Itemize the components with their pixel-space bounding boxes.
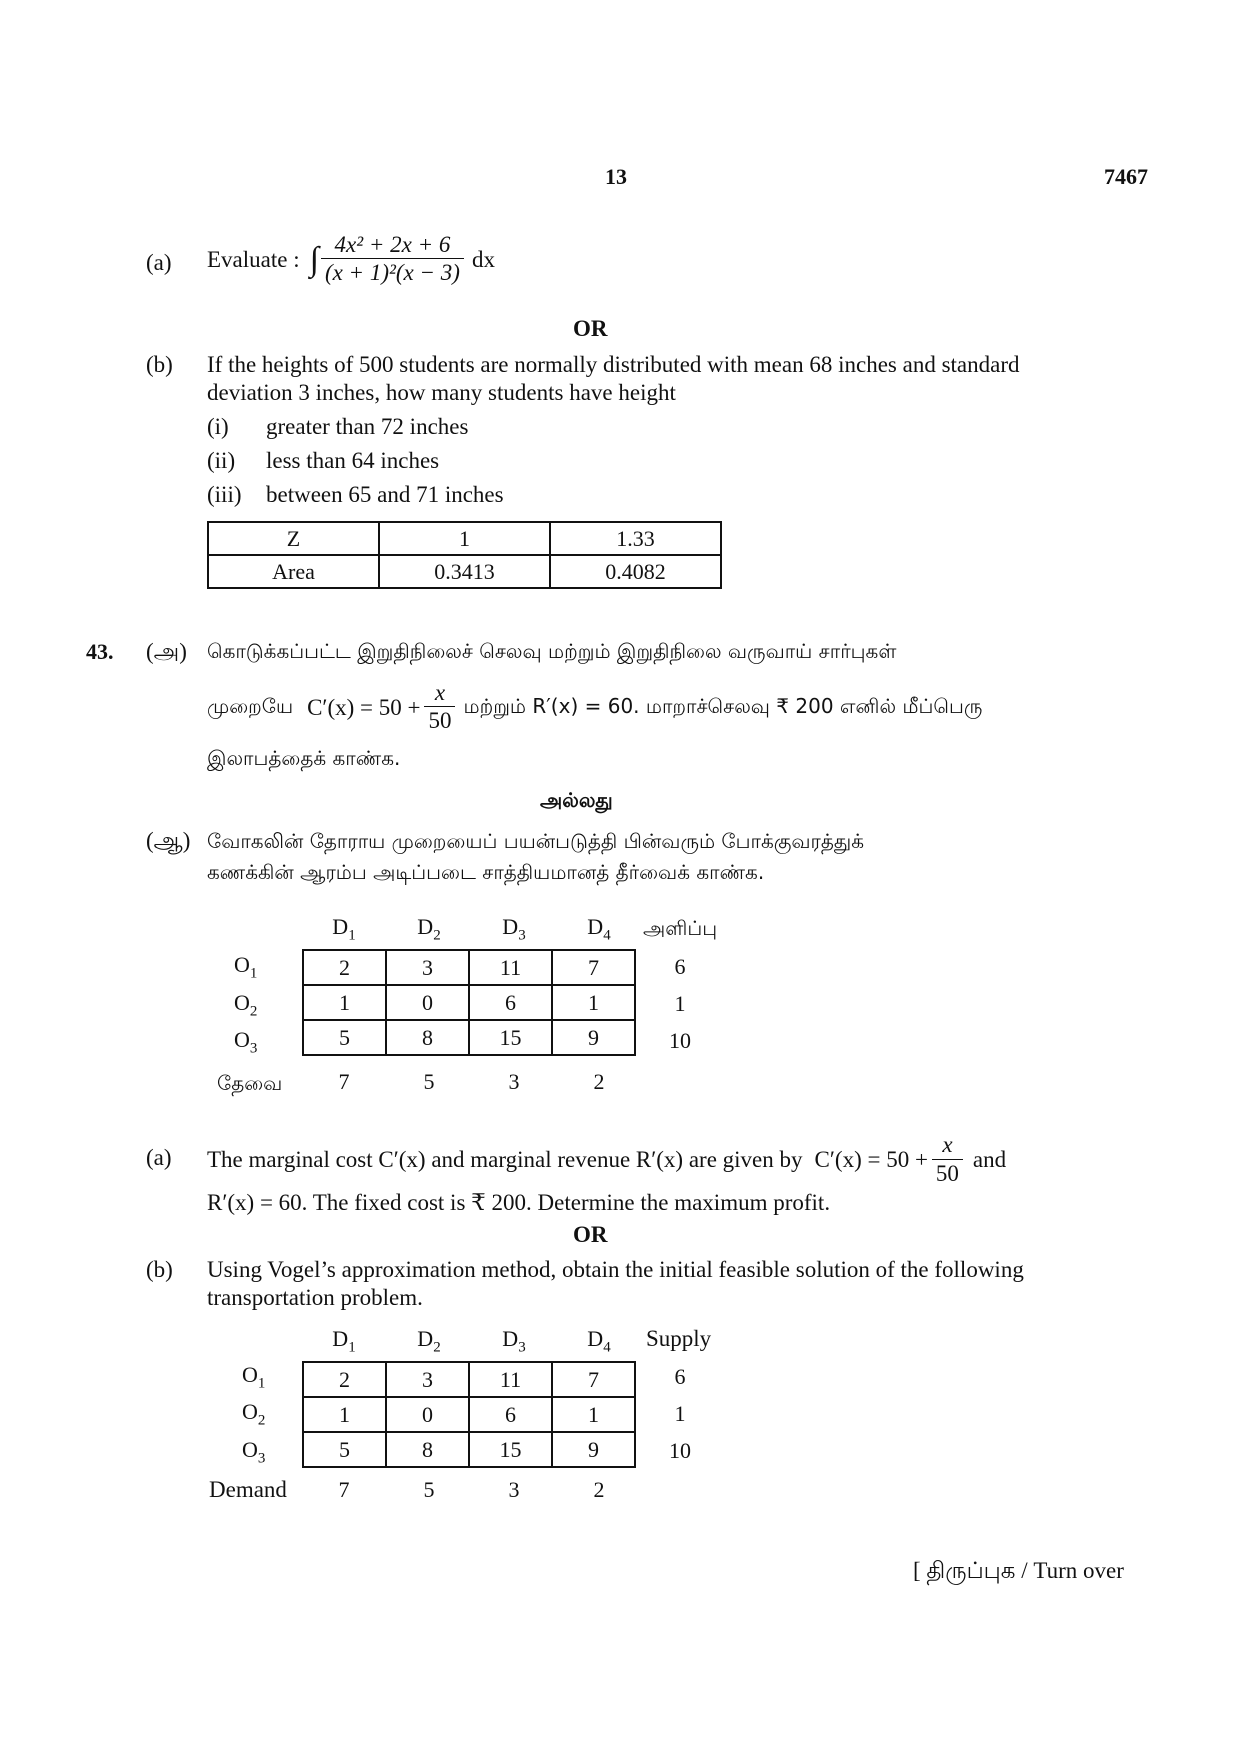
cprime-formula: C′(x) = 50 + bbox=[814, 1147, 928, 1172]
cost-cell: 7 bbox=[552, 950, 635, 985]
ta-a-label: (அ) bbox=[146, 639, 187, 664]
dest-header: $D_1$ bbox=[332, 1326, 356, 1356]
cprime-formula: C′(x) = 50 + bbox=[307, 694, 421, 720]
cost-cell: 2 bbox=[303, 1362, 386, 1397]
cost-cell: 7 bbox=[552, 1362, 635, 1397]
demand-label: தேவை bbox=[217, 1071, 283, 1095]
demand-label: Demand bbox=[209, 1477, 287, 1502]
q42a-denominator: (x + 1)²(x − 3) bbox=[324, 260, 460, 286]
ta-b-line2: கணக்கின் ஆரம்ப அடிப்படை சாத்தியமானத் தீர்வைக் காண்க. bbox=[207, 860, 765, 884]
table-row bbox=[303, 1362, 635, 1397]
cost-cell: 1 bbox=[552, 1397, 635, 1432]
table-row bbox=[303, 1020, 635, 1055]
q42b-item-text: between 65 and 71 inches bbox=[266, 482, 504, 507]
x-over-50-fraction bbox=[424, 680, 455, 735]
page-number: 13 bbox=[605, 164, 627, 189]
cost-cell: 8 bbox=[386, 1432, 469, 1467]
demand-value: 3 bbox=[508, 1477, 520, 1502]
or-divider-1: OR bbox=[573, 316, 608, 341]
cost-cell: 15 bbox=[469, 1020, 552, 1055]
table-row bbox=[303, 950, 635, 985]
fraction-denominator: 50 bbox=[428, 708, 452, 734]
cost-cell: 3 bbox=[386, 1362, 469, 1397]
en-b-line1: Using Vogel’s approximation method, obtain the initial feasible solution of the following bbox=[207, 1257, 1024, 1282]
cost-cell: 8 bbox=[386, 1020, 469, 1055]
q42b-line1: If the heights of 500 students are normally distributed with mean 68 inches and standard bbox=[207, 352, 1020, 377]
q42b-line2: deviation 3 inches, how many students have height bbox=[207, 380, 676, 405]
en-a-line1 bbox=[207, 1130, 1006, 1190]
q42a-prefix: Evaluate : bbox=[207, 246, 300, 272]
q42b-label: (b) bbox=[146, 352, 173, 377]
supply-value: 6 bbox=[674, 954, 686, 979]
normal-area-table bbox=[207, 521, 722, 589]
demand-value: 5 bbox=[423, 1477, 435, 1502]
origin-label: $O_1$ bbox=[234, 952, 258, 982]
supply-value: 10 bbox=[669, 1438, 691, 1463]
demand-value: 5 bbox=[423, 1069, 435, 1094]
table-cell: 1 bbox=[379, 522, 550, 555]
cost-cell: 5 bbox=[303, 1432, 386, 1467]
table-row bbox=[208, 522, 721, 555]
dest-header: $D_1$ bbox=[332, 914, 356, 944]
question-number: 43. bbox=[86, 639, 114, 664]
cost-grid bbox=[302, 949, 636, 1056]
en-b-label: (b) bbox=[146, 1257, 173, 1282]
demand-value: 3 bbox=[508, 1069, 520, 1094]
q42b-item-text: greater than 72 inches bbox=[266, 414, 469, 439]
en-b-line2: transportation problem. bbox=[207, 1285, 423, 1310]
ta-or-divider: அல்லது bbox=[540, 788, 613, 812]
cost-cell: 9 bbox=[552, 1432, 635, 1467]
q42b-item-num: (i) bbox=[207, 414, 229, 439]
paper-code: 7467 bbox=[1104, 164, 1148, 189]
turn-over-note: [ திருப்புக / Turn over bbox=[913, 1558, 1124, 1583]
table-cell: 1.33 bbox=[550, 522, 721, 555]
ta-a-line3: இலாபத்தைக் காண்க. bbox=[207, 746, 401, 770]
supply-header: Supply bbox=[646, 1326, 712, 1351]
cost-grid bbox=[302, 1361, 636, 1468]
en-a-text: The marginal cost C′(x) and marginal revenue R′(x) are given by bbox=[207, 1147, 803, 1172]
ta-a-line2 bbox=[207, 680, 982, 735]
dest-header: $D_2$ bbox=[417, 1326, 441, 1356]
cost-cell: 1 bbox=[303, 985, 386, 1020]
q42a-expression bbox=[207, 232, 495, 287]
supply-value: 10 bbox=[669, 1028, 691, 1053]
cost-cell: 6 bbox=[469, 985, 552, 1020]
origin-label: $O_3$ bbox=[234, 1027, 258, 1057]
q42a-label: (a) bbox=[146, 250, 172, 275]
x-over-50-fraction bbox=[932, 1132, 963, 1187]
table-row bbox=[303, 985, 635, 1020]
q42a-dx: dx bbox=[471, 246, 495, 272]
cost-cell: 1 bbox=[303, 1397, 386, 1432]
ta-b-line1: வோகலின் தோராய முறையைப் பயன்படுத்தி பின்வரும் போக்குவரத்துக் bbox=[207, 829, 865, 853]
origin-label: $O_3$ bbox=[242, 1437, 266, 1467]
dest-header: $D_4$ bbox=[587, 1326, 611, 1356]
table-row bbox=[208, 555, 721, 588]
origin-label: $O_2$ bbox=[242, 1399, 266, 1429]
origin-label: $O_2$ bbox=[234, 990, 258, 1020]
ta-b-label: (ஆ) bbox=[146, 828, 191, 853]
dest-header: $D_4$ bbox=[587, 914, 611, 944]
cost-cell: 9 bbox=[552, 1020, 635, 1055]
fraction-numerator: x bbox=[932, 1132, 963, 1159]
cost-cell: 6 bbox=[469, 1397, 552, 1432]
integral-sign: ∫ bbox=[309, 240, 319, 278]
cost-cell: 15 bbox=[469, 1432, 552, 1467]
origin-label: $O_1$ bbox=[242, 1362, 266, 1392]
dest-header: $D_3$ bbox=[502, 914, 526, 944]
table-row bbox=[303, 1432, 635, 1467]
ta-a-line2-post: மற்றும் R′(x) = 60. மாறாச்செலவு ₹ 200 எனில் மீப்பெரு bbox=[463, 694, 983, 719]
cost-cell: 0 bbox=[386, 985, 469, 1020]
cost-cell: 5 bbox=[303, 1020, 386, 1055]
en-a-label: (a) bbox=[146, 1145, 172, 1170]
q42a-fraction bbox=[321, 232, 464, 287]
demand-value: 2 bbox=[593, 1477, 605, 1502]
cost-cell: 11 bbox=[469, 950, 552, 985]
q42b-item-text: less than 64 inches bbox=[266, 448, 440, 473]
supply-value: 6 bbox=[674, 1364, 686, 1389]
table-cell: Z bbox=[208, 522, 379, 555]
fraction-numerator: x bbox=[424, 680, 455, 707]
ta-a-line2-pre: முறையே bbox=[207, 694, 294, 719]
cost-cell: 2 bbox=[303, 950, 386, 985]
table-cell: 0.4082 bbox=[550, 555, 721, 588]
fraction-denominator: 50 bbox=[935, 1160, 959, 1186]
q42b-item-num: (iii) bbox=[207, 482, 242, 507]
table-cell: 0.3413 bbox=[379, 555, 550, 588]
cost-cell: 3 bbox=[386, 950, 469, 985]
cost-cell: 0 bbox=[386, 1397, 469, 1432]
supply-value: 1 bbox=[674, 991, 686, 1016]
dest-header: $D_3$ bbox=[502, 1326, 526, 1356]
or-divider-2: OR bbox=[573, 1222, 608, 1247]
supply-value: 1 bbox=[674, 1401, 686, 1426]
q42a-numerator: 4x² + 2x + 6 bbox=[321, 232, 464, 259]
supply-header: அளிப்பு bbox=[643, 916, 718, 940]
demand-value: 7 bbox=[338, 1069, 350, 1094]
table-row bbox=[303, 1397, 635, 1432]
ta-a-line1: கொடுக்கப்பட்ட இறுதிநிலைச் செலவு மற்றும் இறுதிநிலை வருவாய் சார்புகள் bbox=[207, 639, 897, 663]
q42b-item-num: (ii) bbox=[207, 448, 236, 473]
table-cell: Area bbox=[208, 555, 379, 588]
cost-cell: 1 bbox=[552, 985, 635, 1020]
demand-value: 2 bbox=[593, 1069, 605, 1094]
en-a-and: and bbox=[972, 1147, 1007, 1172]
demand-value: 7 bbox=[338, 1477, 350, 1502]
dest-header: $D_2$ bbox=[417, 914, 441, 944]
en-a-line2: R′(x) = 60. The fixed cost is ₹ 200. Determine the maximum profit. bbox=[207, 1190, 831, 1215]
cost-cell: 11 bbox=[469, 1362, 552, 1397]
